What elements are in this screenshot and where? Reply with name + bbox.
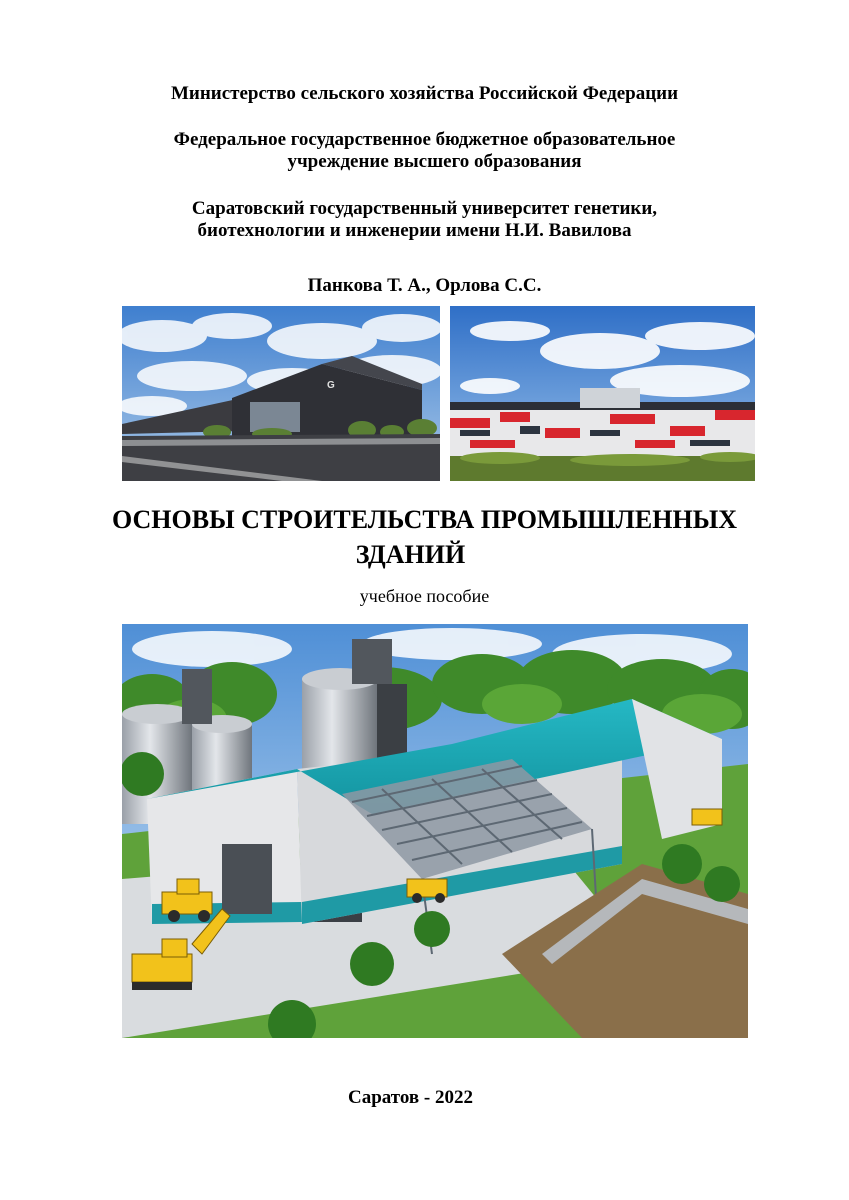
ministry-name: Министерство сельского хозяйства Российской Федерации <box>170 83 679 104</box>
authors: Панкова Т. А., Орлова С.С. <box>307 275 542 296</box>
institution-line-2: учреждение высшего образования <box>287 151 582 172</box>
book-title-line-2: ЗДАНИЙ <box>355 540 466 569</box>
book-subtitle: учебное пособие <box>359 586 490 606</box>
university-line-1: Саратовский государственный университет генетики, <box>191 198 658 219</box>
university-line-2: биотехнологии и инженерии имени Н.И. Вавилова <box>197 220 632 241</box>
photo-dark-warehouse <box>122 306 440 481</box>
illustration-industrial-building <box>122 624 748 1038</box>
photo-modern-facade <box>450 306 755 481</box>
book-title-line-1: ОСНОВЫ СТРОИТЕЛЬСТВА ПРОМЫШЛЕННЫХ <box>111 505 738 534</box>
institution-line-1: Федеральное государственное бюджетное образовательное <box>173 129 676 150</box>
publication-place-year: Саратов - 2022 <box>348 1087 473 1108</box>
svg-text:G: G <box>327 380 335 391</box>
